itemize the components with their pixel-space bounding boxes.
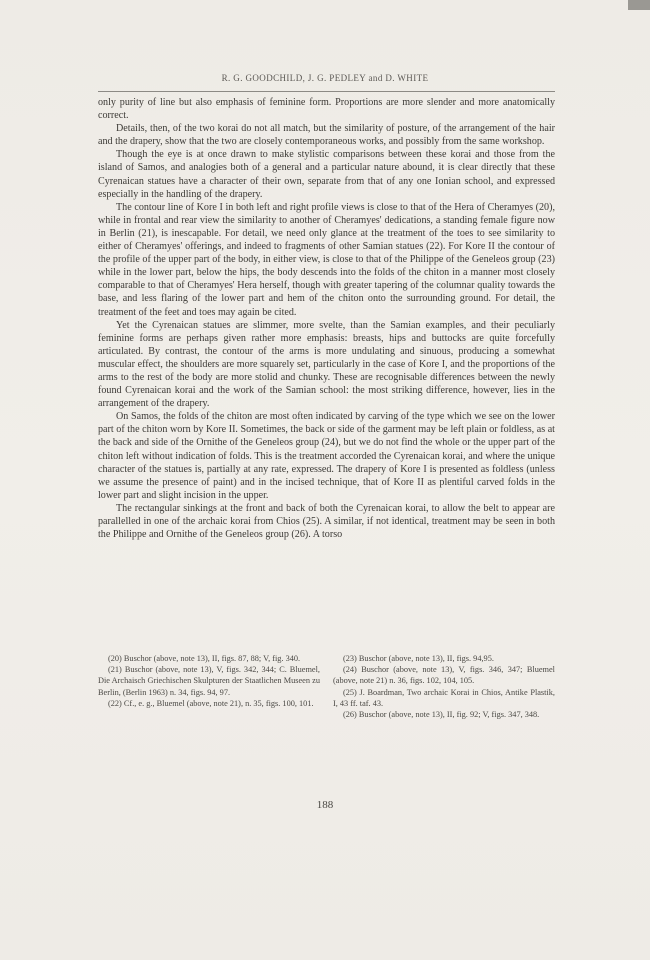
footnote: (20) Buschor (above, note 13), II, figs. 87, 88; V, fig. 340. [108,654,301,663]
paragraph: The contour line of Kore I in both left and right profile views is close to that of the Hera of Cheramyes (20), while in frontal and rear view the similarity to another of Cheramyes' dedications, a standing female figure now in Berlin (21), is inescapable. For detail, we need only glance at the treatment of the toes to see similarity to either of Cheramyes' offerings, and indeed to fragments of other Samian statues (22). For Kore II the contour of the profile of the upper part of the body, in either view, is close to that of the Philippe of the Geneleos group (23) while in the lower part, below the hips, the body descends into the folds of the chiton in a manner most closely comparable to that of Cheramyes' Hera herself, though with greater tapering of the columnar quality towards the base, and less flaring of the lower part and hem of the chiton onto the surrounding ground. For detail, the treatment of the feet and toes may again be cited. [98,201,555,318]
paragraph: On Samos, the folds of the chiton are most often indicated by carving of the type which we see on the lower part of the chiton worn by Kore II. Sometimes, the back or side of the garment may be left plain or foldless, as at the back and side of the Ornithe of the Geneleos group (24), but we do not find the whole or the upper part of the chiton left without indication of folds. This is the treatment accorded the Cyrenaican korai, and where the unique character of the statues is, partially at any rate, expressed. The drapery of Kore I is presented as foldless (unless we assume the presence of paint) and in the incised technique, that of Kore II as plentiful carved folds in the lower part and slight incision in the upper. [98,411,555,501]
footnote: (23) Buschor (above, note 13), II, figs. 94,95. [343,654,494,663]
header-rule [98,91,555,92]
footnote: (21) Buschor (above, note 13), V, figs. 342, 344; C. Bluemel, Die Archaisch Griechischen Skulpturen der Staatlichen Museen zu Berlin, (Berlin 1963) n. 34, figs. 94, 97. [98,665,320,697]
paragraph: The rectangular sinkings at the front and back of both the Cyrenaican korai, to allow the belt to appear are parallelled in one of the archaic korai from Chios (25). A similar, if not identical, treatment may be seen in both the Philippe and Ornithe of the Geneleos group (26). A torso [98,502,555,541]
footnote: (25) J. Boardman, Two archaic Korai in Chios, Antike Plastik, I, 43 ff. taf. 43. [333,687,555,708]
running-header: R. G. GOODCHILD, J. G. PEDLEY and D. WHITE [221,73,429,83]
footnote: (24) Buschor (above, note 13), V, figs. 346, 347; Bluemel (above, note 21) n. 36, figs. 102, 104, 105. [333,665,555,686]
footnotes-right-column [333,653,555,720]
page-number: 188 [316,799,334,811]
paragraph: Details, then, of the two korai do not all match, but the similarity of posture, of the arrangement of the hair and the drapery, show that the two are closely contemporaneous works, and possibly from the same workshop. [98,123,555,148]
paragraph: Yet the Cyrenaican statues are slimmer, more svelte, than the Samian examples, and their peculiarly feminine forms are perhaps given rather more emphasis: breasts, hips and buttocks are quite forcefully articulated. By contrast, the contour of the arms is more undulating and sinuous, producing a somewhat muscular effect, the shoulders are more squarely set, particularly in the case of Kore I, and the proportions of the arms to the rest of the body are more stolid and chunky. These are recognisable differences between the newly found Cyrenaican korai and the work of the Samian school: the most striking difference, however, lies in the arrangement of the drapery. [98,319,555,410]
scan-corner-mark [628,0,650,10]
paragraph: Though the eye is at once drawn to make stylistic comparisons between these korai and those from the island of Samos, and analogies both of a general and a particular nature abound, it is clear directly that these Cyrenaican statues have a character of their own, separate from that of any one Ionian school, and expressed especially in the handling of the drapery. [98,149,555,200]
footnote: (26) Buschor (above, note 13), II, fig. 92; V, figs. 347, 348. [343,710,540,720]
paragraph: only purity of line but also emphasis of feminine form. Proportions are more slender and more anatomically correct. [98,97,555,122]
footnotes [98,653,555,720]
footnotes-left-column [98,653,320,720]
footnote: (22) Cf., e. g., Bluemel (above, note 21), n. 35, figs. 100, 101. [108,698,314,708]
body-text [98,96,555,541]
